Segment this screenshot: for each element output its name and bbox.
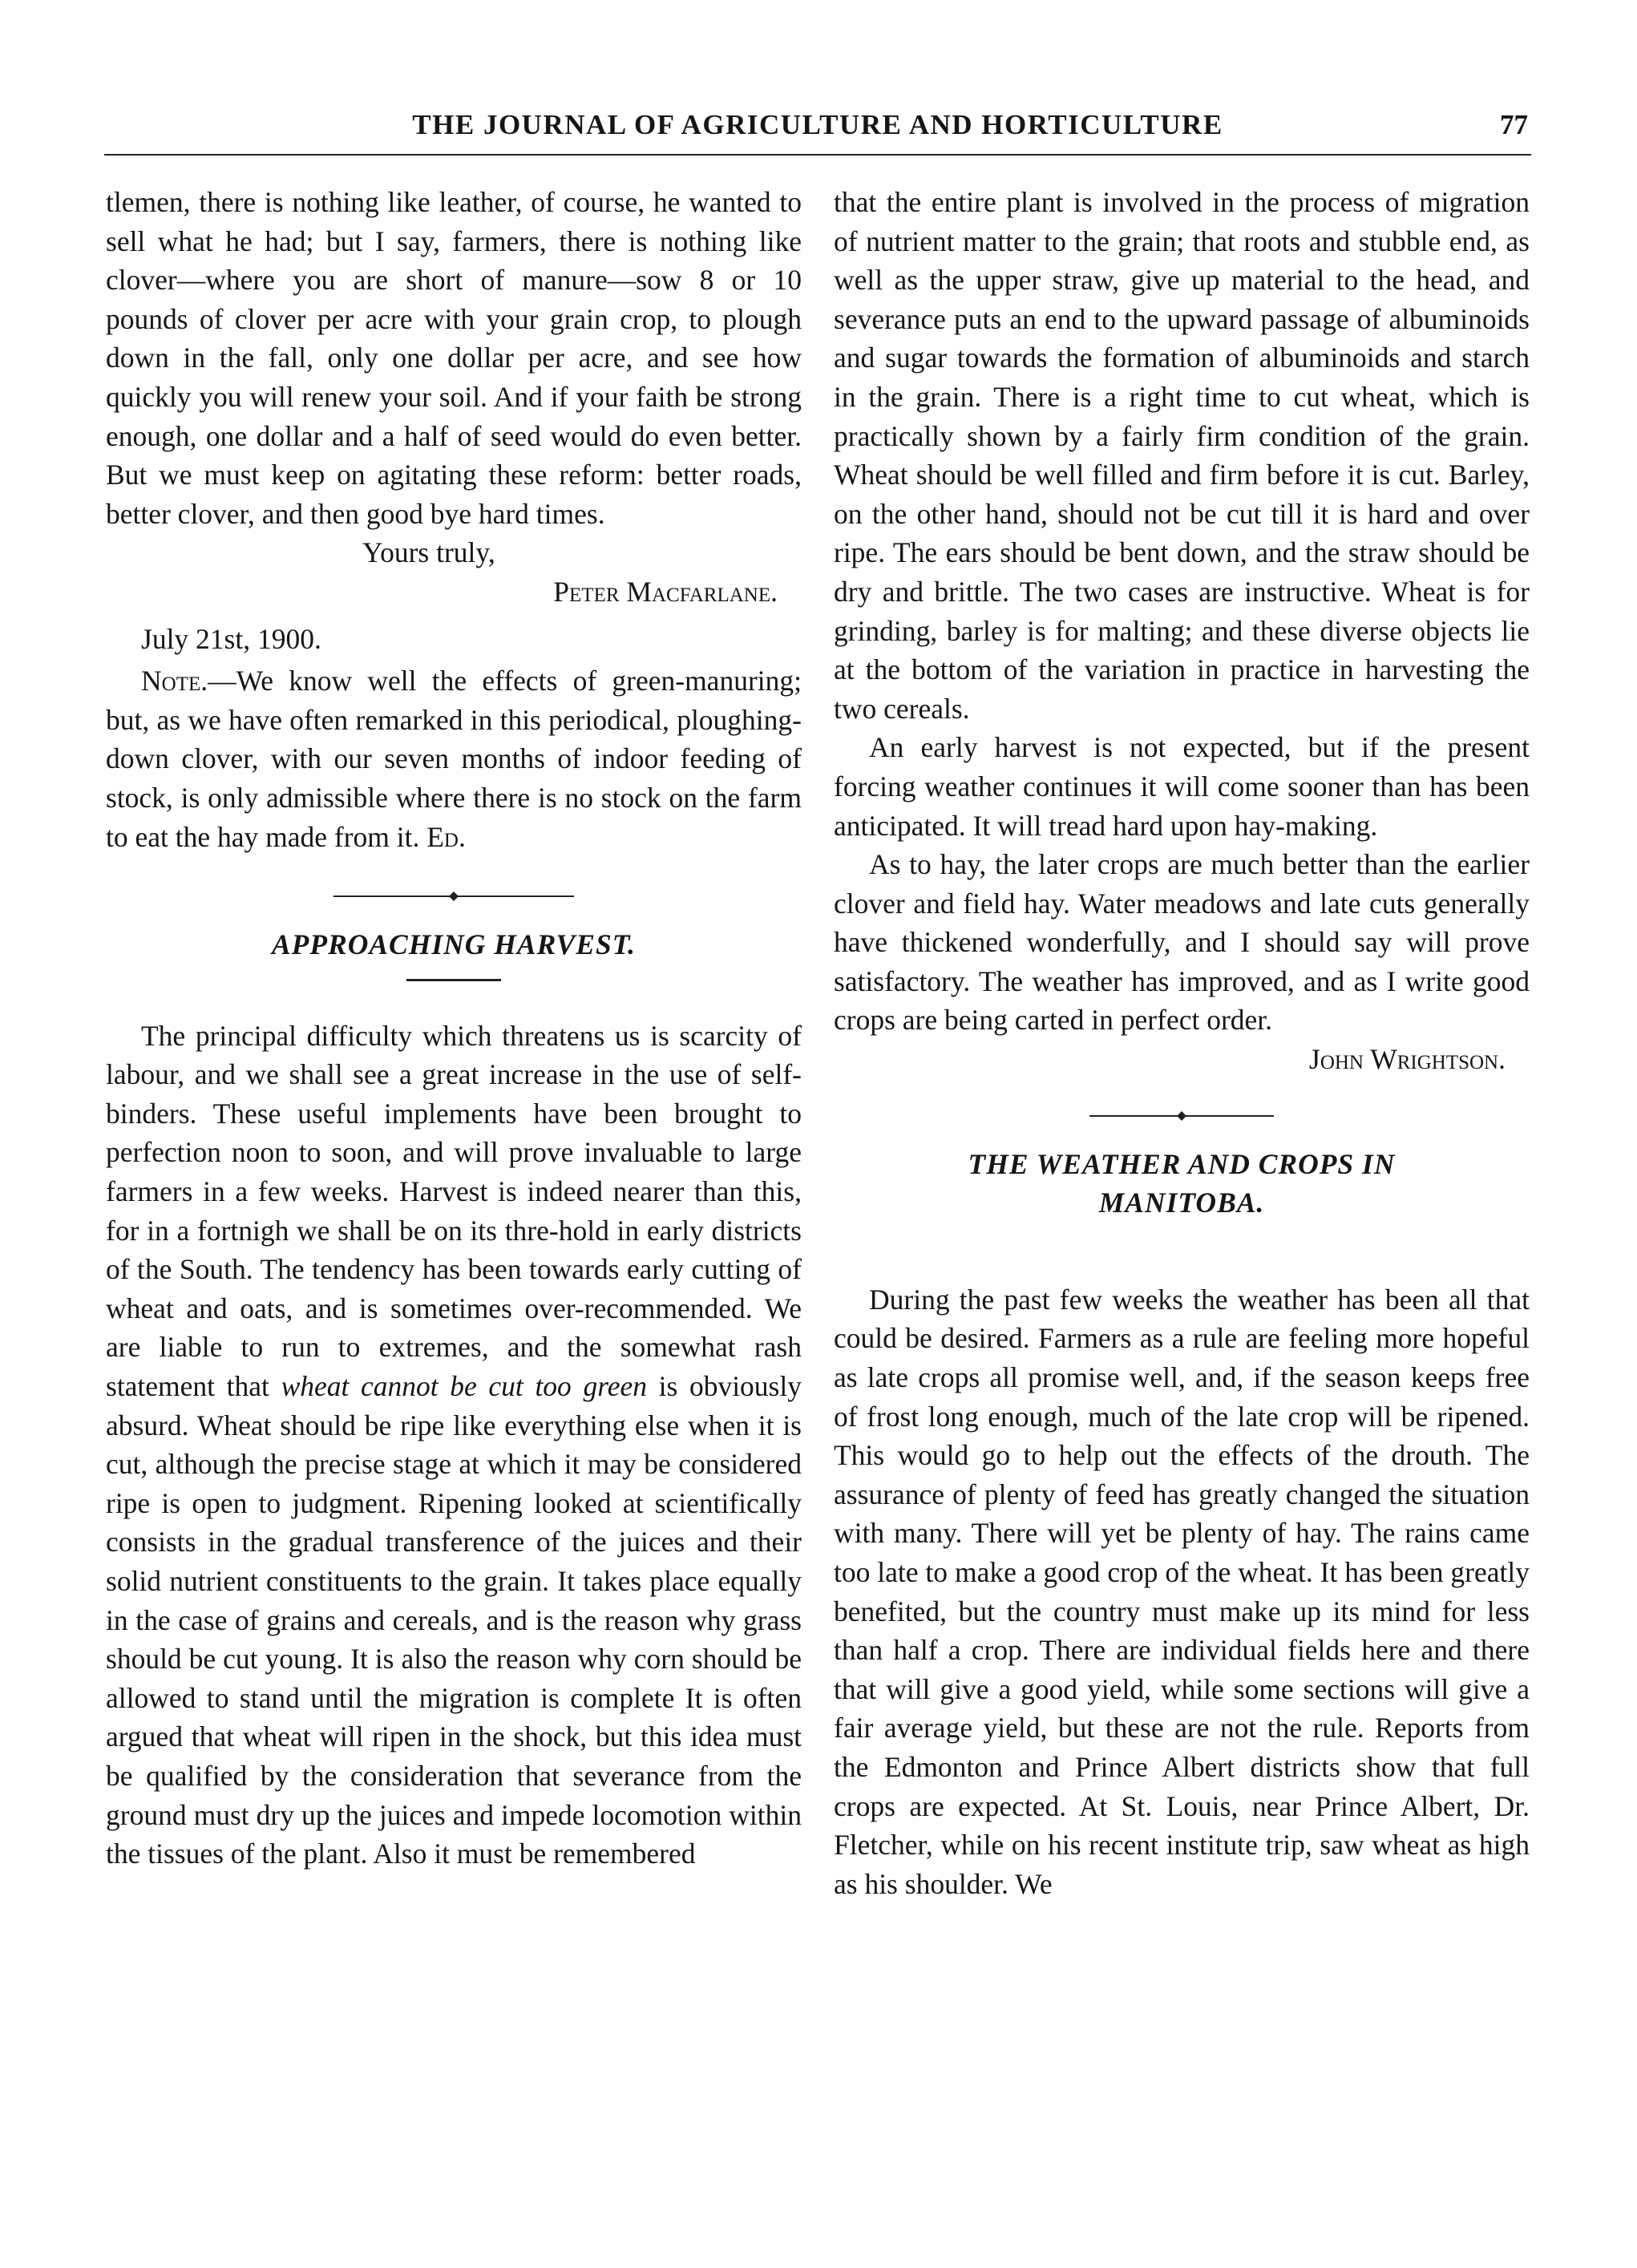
right-column (834, 183, 1530, 1903)
harvest-signature: John Wrightson. (1309, 1043, 1506, 1076)
editor-note (106, 661, 802, 856)
harvest-text-a: The principal difficulty which threatens us is scarcity of labour, and we shall see a great increase in the use of self-binders. These useful implements have been brought to perfection noon to soon, and will prove invaluable to large farmers in a few weeks. Harvest is indeed nearer than this, for in a fortnigh we shall be on its thre-hold in early districts of the South. The tendency has been towards early cutting of wheat and oats, and is sometimes over-recommended. We are liable to run to extremes, and the somewhat rash statement that (106, 1019, 802, 1403)
harvest-continued-paragraph: that the entire plant is involved in the process of migration of nutrient matter to the grain; that roots and stubble end, as well as the upper straw, give up material to the head, and severance puts an end to the upward passage of albuminoids and sugar towards the formation of albuminoids and starch in the grain. There is a right time to cut wheat, which is practically shown by a fairly firm condition of the grain. Wheat should be well filled and firm before it is cut. Barley, on the other hand, should not be cut till it is hard and over ripe. The ears should be bent down, and the straw should be dry and brittle. The two cases are instructive. Wheat is for grinding, barley is for malting; and these diverse objects lie at the bottom of the variation in practice in harvesting the two cereals. (834, 186, 1530, 725)
harvest-emphasis: wheat cannot be cut too green (281, 1370, 647, 1403)
section-title-manitoba-line2: MANITOBA. (1098, 1187, 1265, 1219)
page-number: 77 (1500, 109, 1528, 140)
left-column (106, 183, 802, 1874)
note-body: —We know well the effects of green-manuring; but, as we have often remarked in this periodical, ploughing-down clover, with our seven months of indoor feeding of stock, is only admissible where there is no stock on the farm to eat the hay made from it. (106, 665, 802, 853)
section-ornament (1089, 1111, 1274, 1121)
section-title-manitoba-line1: THE WEATHER AND CROPS IN (968, 1147, 1396, 1180)
note-label: Note. (141, 665, 208, 697)
harvest-paragraph-2: An early harvest is not expected, but if the present forcing weather continues it will come sooner than has been anticipated. It will tread hard upon hay-making. (834, 731, 1530, 842)
harvest-paragraph (106, 1017, 802, 1874)
running-header (104, 109, 1531, 157)
letter-date: July 21st, 1900. (141, 622, 321, 655)
editor-signoff: Ed. (426, 820, 466, 853)
harvest-paragraph-3: As to hay, the later crops are much better than the earlier clover and field hay. Water meadows and late cuts generally have thickened wonderfully, and I should say will prove satisfactory. The weather has improved, and as I write good crops are being carted in perfect order. (834, 848, 1530, 1037)
title-rule (406, 979, 501, 981)
manitoba-paragraph: During the past few weeks the weather has been all that could be desired. Farmers as a rule are feeling more hopeful as late crops all promise well, and, if the season keeps free of frost long enough, much of the late crop will be ripened. This would go to help out the effects of the drouth. The assurance of plenty of feed has greatly changed the situation with many. There will yet be plenty of hay. The rains came too late to make a good crop of the wheat. It has been greatly benefited, but the country must make up its mind for less than half a crop. There are individual fields here and there that will give a good yield, while some sections will give a fair average yield, but these are not the rule. Reports from the Edmonton and Prince Albert districts show that full crops are expected. At St. Louis, near Prince Albert, Dr. Fletcher, while on his recent institute trip, saw wheat as high as his shoulder. We (834, 1283, 1530, 1900)
letter-closing: Yours truly, (362, 536, 495, 569)
letter-paragraph: tlemen, there is nothing like leather, of course, he wanted to sell what he had; but I say, farmers, there is nothing like clover—where you are short of manure—sow 8 or 10 pounds of clover per acre with your grain crop, to plough down in the fall, only one dollar per acre, and see how quickly you will renew your soil. And if your faith be strong enough, one dollar and a half of seed would do even better. But we must keep on agitating these reform: better roads, better clover, and then good bye hard times. (106, 186, 802, 530)
section-title-harvest: APPROACHING HARVEST. (271, 928, 637, 961)
harvest-text-b: is obviously absurd. Wheat should be ripe like everything else when it is cut, although the precise stage at which it may be considered ripe is open to judgment. Ripening looked at scientifically consists in the gradual transference of the juices and their solid nutrient constituents to the grain. It takes place equally in the case of grains and cereals, and is the reason why grass should be cut young. It is also the reason why corn should be allowed to stand until the migration is complete It is often argued that wheat will ripen in the shock, but this idea must be qualified by the consideration that severance from the ground must dry up the juices and impede locomotion within the tissues of the plant. Also it must be remembered (106, 1370, 802, 1870)
section-ornament (333, 891, 574, 901)
running-title: THE JOURNAL OF AGRICULTURE AND HORTICULTURE (412, 109, 1223, 140)
header-rule (104, 154, 1531, 156)
letter-signature: Peter Macfarlane. (553, 575, 778, 608)
